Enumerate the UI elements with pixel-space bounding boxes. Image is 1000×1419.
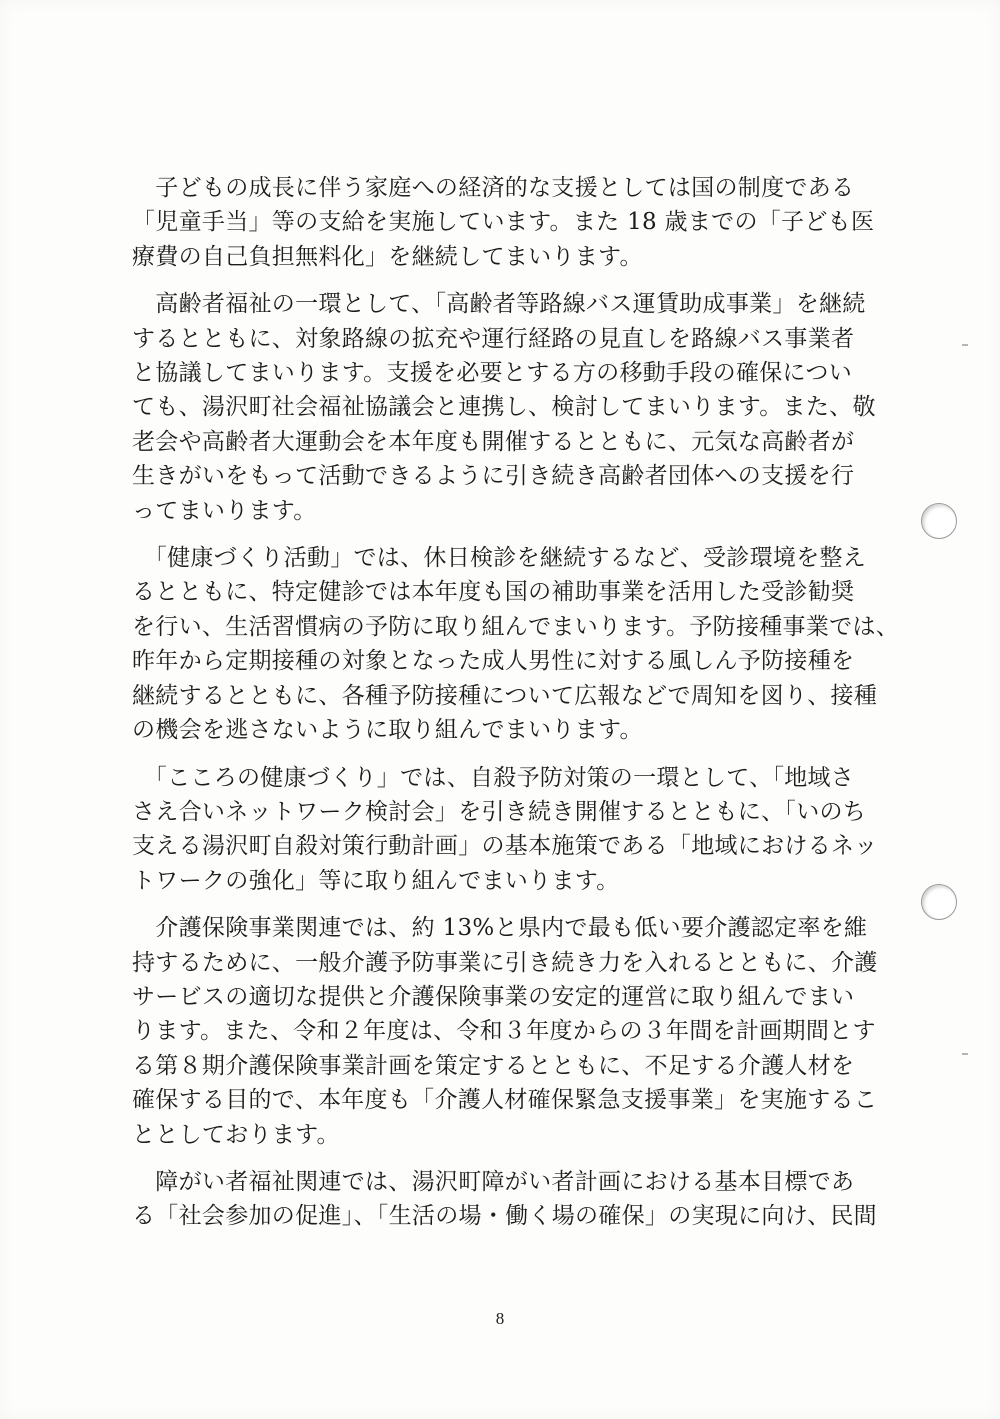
text-line: 「健康づくり活動」では、休日検診を継続するなど、受診環境を整え <box>132 545 867 572</box>
page-number: 8 <box>495 1309 505 1328</box>
scan-mark <box>962 1053 968 1055</box>
text-line: するとともに、対象路線の拡充や運行経路の見直しを路線バス事業者 <box>132 325 855 352</box>
text-line: 「児童手当」等の支給を実施しています。また 18 歳までの「子ども医 <box>132 209 875 236</box>
text-line: ても、湯沢町社会福祉協議会と連携し、検討してまいります。また、敬 <box>132 394 876 421</box>
text-line: 療費の自己負担無料化」を継続してまいります。 <box>132 243 643 270</box>
text-line: る「社会参加の促進」、「生活の場・働く場の確保」の実現に向け、民間 <box>132 1203 877 1230</box>
text-line: 介護保険事業関連では、約 13%と県内で最も低い要介護認定率を維 <box>132 915 868 942</box>
text-line: ります。また、令和２年度は、令和３年度からの３年間を計画期間とす <box>132 1018 876 1045</box>
text-line: るとともに、特定健診では本年度も国の補助事業を活用した受診勧奨 <box>132 579 855 606</box>
scan-mark <box>962 344 968 346</box>
text-line: を行い、生活習慣病の予防に取り組んでまいります。予防接種事業では、 <box>132 613 900 640</box>
text-line: サービスの適切な提供と介護保険事業の安定的運営に取り組んでまい <box>132 983 855 1010</box>
punch-hole <box>921 503 957 539</box>
text-line: 高齢者福祉の一環として、「高齢者等路線バス運賃助成事業」を継続 <box>132 291 866 318</box>
paragraph-mental-health <box>132 761 878 899</box>
text-line: る第８期介護保険事業計画を策定するとともに、不足する介護人材を <box>132 1052 855 1079</box>
text-line: ってまいります。 <box>132 497 317 524</box>
text-line: ととしております。 <box>132 1121 340 1148</box>
text-line: と協議してまいります。支援を必要とする方の移動手段の確保につい <box>132 360 852 387</box>
text-line: 「こころの健康づくり」では、自殺予防対策の一環として、「地域さ <box>132 764 855 791</box>
text-line: 継続するとともに、各種予防接種について広報などで周知を図り、接種 <box>132 682 878 709</box>
text-line: 支える湯沢町自殺対策行動計画」の基本施策である「地域におけるネッ <box>132 833 878 860</box>
text-line: トワークの強化」等に取り組んでまいります。 <box>132 867 620 894</box>
paragraph-elderly-welfare <box>132 287 876 528</box>
paragraph-disability-welfare <box>132 1165 877 1234</box>
text-line: さえ合いネットワーク検討会」を引き続き開催するとともに、「いのち <box>132 798 867 825</box>
punch-hole <box>921 884 957 920</box>
text-line: 持するために、一般介護予防事業に引き続き力を入れるとともに、介護 <box>132 949 878 976</box>
text-line: 障がい者福祉関連では、湯沢町障がい者計画における基本目標であ <box>132 1168 855 1195</box>
text-line: 老会や高齢者大運動会を本年度も開催するとともに、元気な高齢者が <box>132 428 855 455</box>
text-line: の機会を逃さないように取り組んでまいります。 <box>132 717 643 744</box>
paragraph-nursing-care <box>132 911 878 1152</box>
text-line: 確保する目的で、本年度も「介護人材確保緊急支援事業」を実施するこ <box>132 1087 878 1114</box>
paragraph-child-support <box>132 171 875 274</box>
text-line: 昨年から定期接種の対象となった成人男性に対する風しん予防接種を <box>132 648 855 675</box>
paragraph-health-activities <box>132 541 900 747</box>
text-line: 子どもの成長に伴う家庭への経済的な支援としては国の制度である <box>132 175 855 201</box>
body-text <box>132 171 900 1247</box>
text-line: 生きがいをもって活動できるように引き続き高齢者団体への支援を行 <box>132 463 855 490</box>
